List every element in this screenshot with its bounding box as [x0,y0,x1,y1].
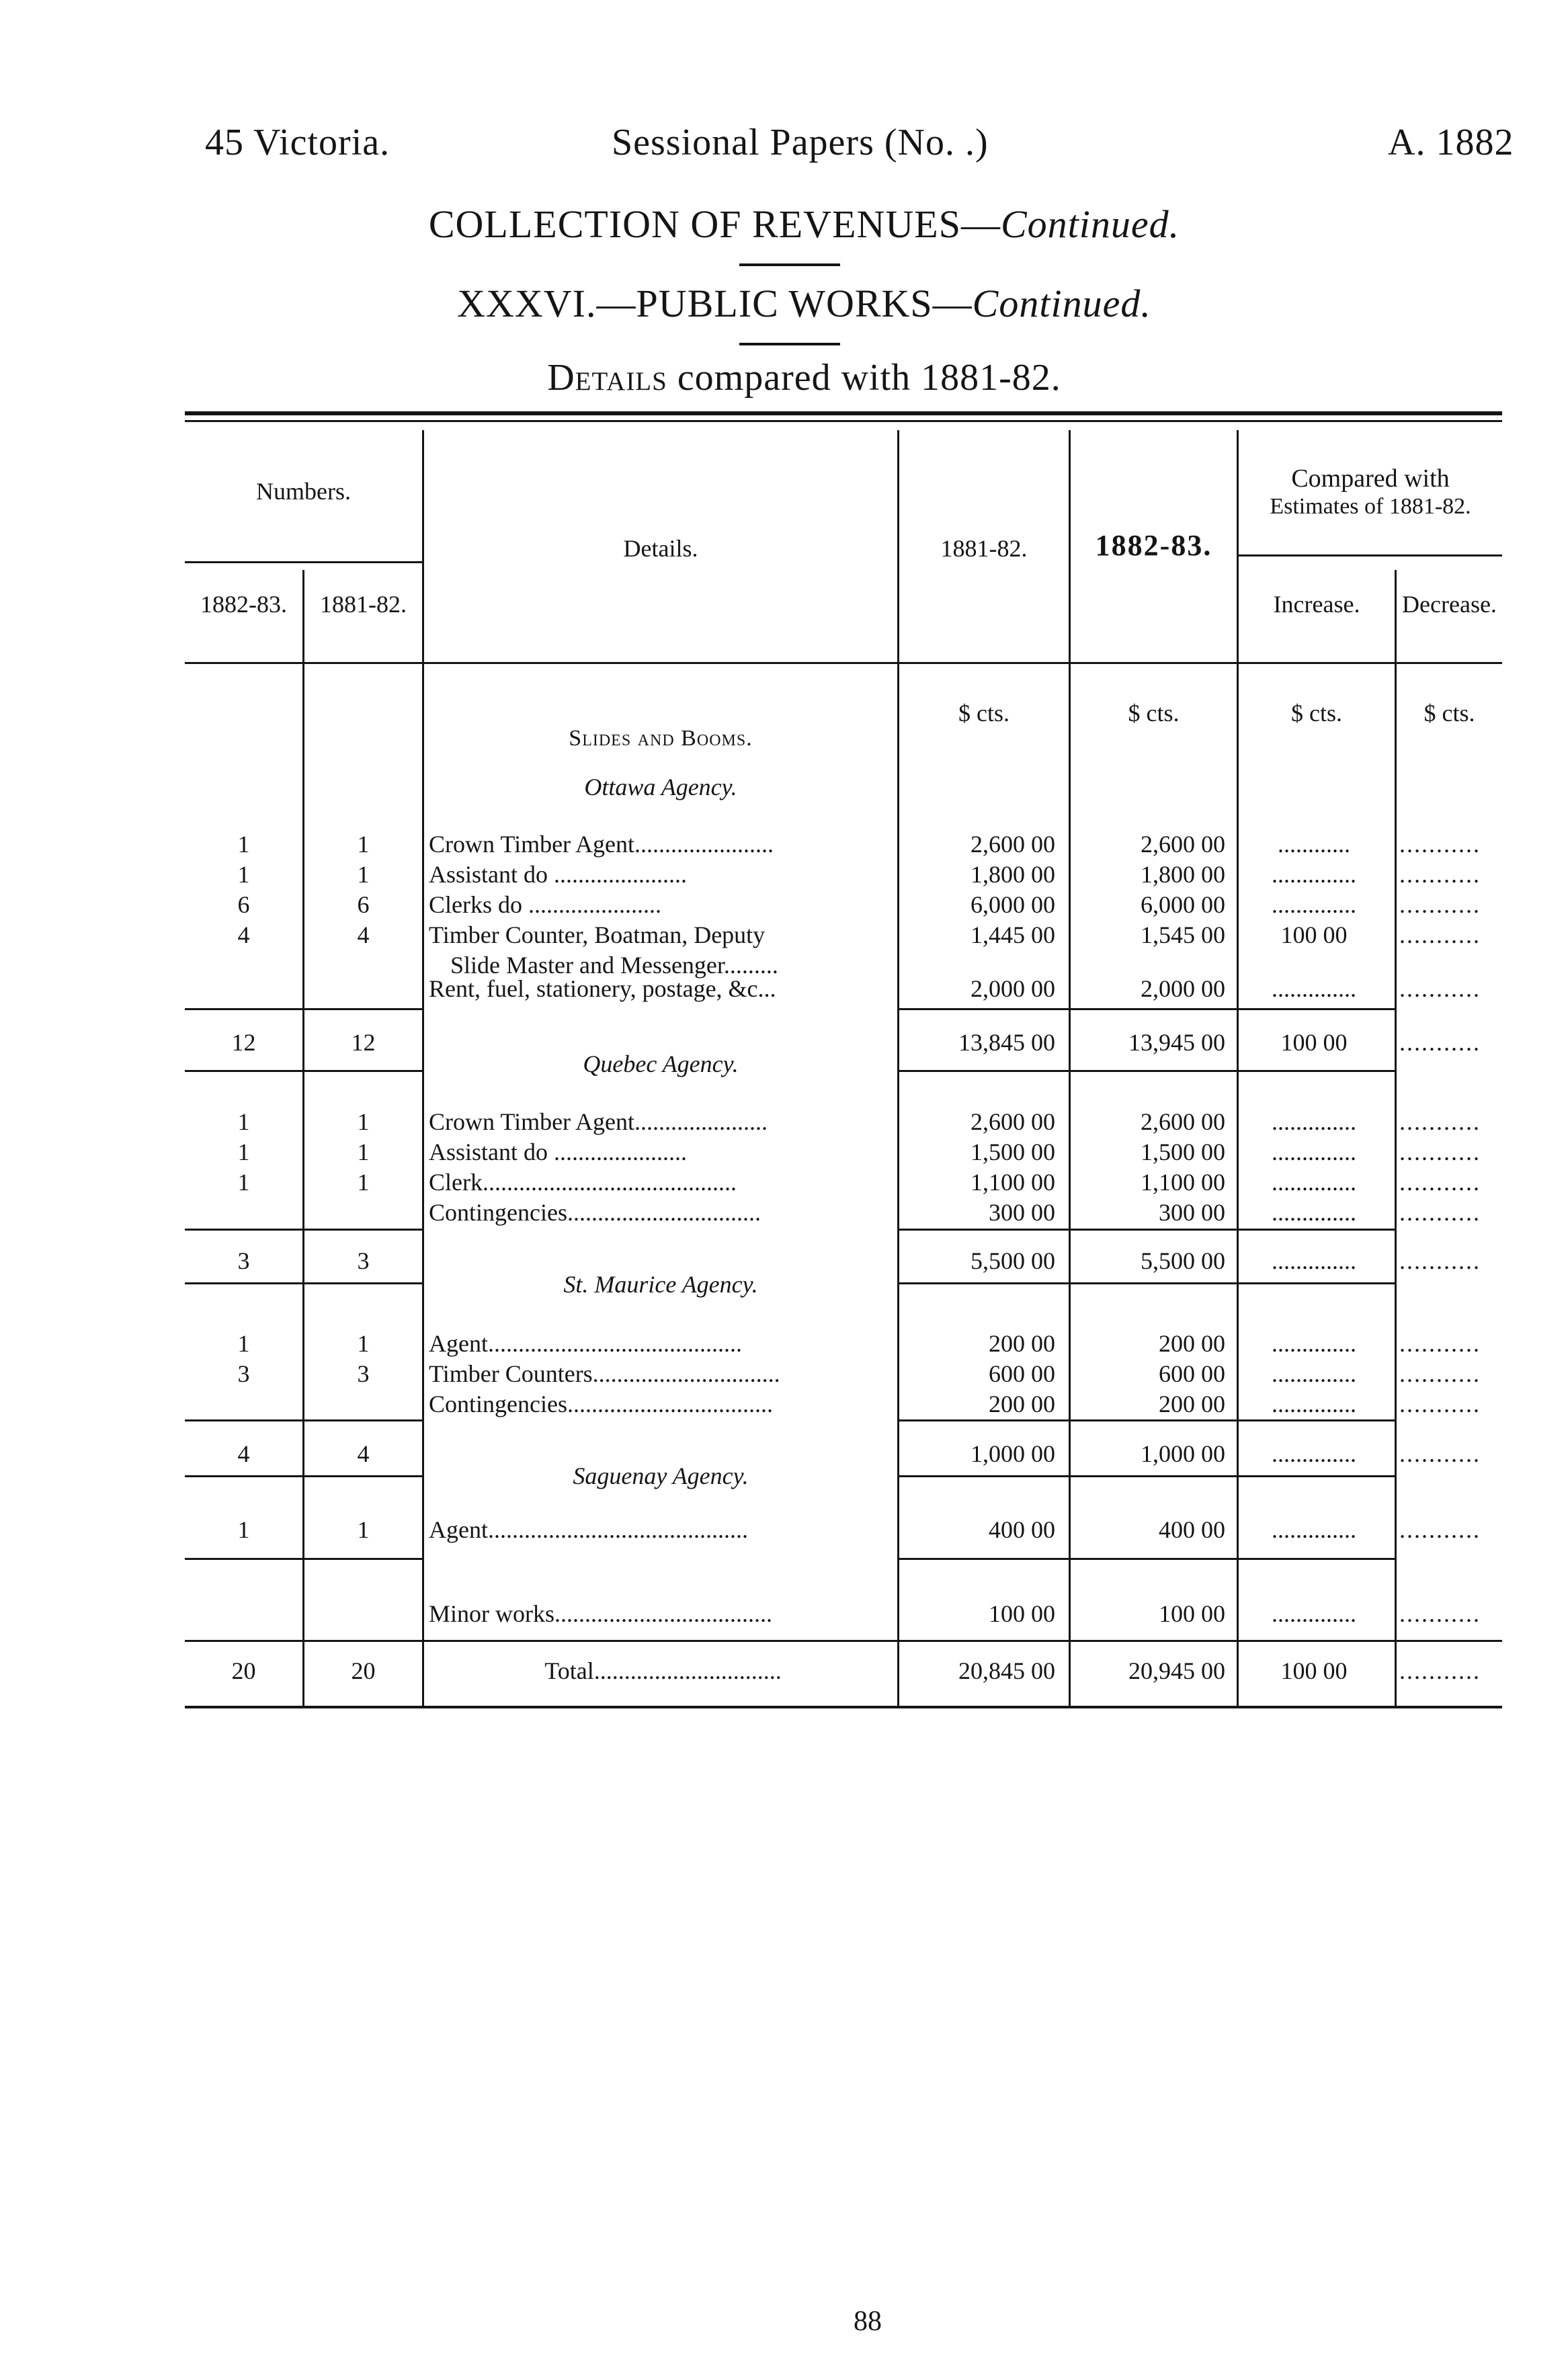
row-1-dec: ........... [1399,861,1481,888]
row-5-n82: 12 [351,1029,376,1056]
currency-label-increase: $ cts. [1291,700,1342,727]
row-14-n83: 4 [237,1440,250,1467]
row-10-inc: .............. [1272,1247,1356,1274]
row-17-detail: Total............................... [544,1657,782,1684]
subtotal-rule-numbers-quebec [185,1229,422,1231]
row-2-a83: 6,000 00 [1141,891,1225,918]
row-7-dec: ........... [1399,1139,1481,1165]
row-14-n82: 4 [357,1440,370,1467]
row-7-inc: .............. [1272,1139,1356,1165]
row-8-inc: .............. [1272,1169,1356,1196]
subtotal-bottom-rule-ottawa [185,1070,422,1072]
subtotal-rule-numbers-ottawa [185,1008,422,1010]
row-17-dec: ........... [1399,1657,1481,1684]
row-9-a82: 300 00 [989,1199,1055,1226]
row-17-inc: 100 00 [1280,1657,1348,1684]
title-public-works-continued: Continued. [972,282,1151,325]
header-increase: Increase. [1273,591,1360,618]
title-public-works-main: XXXVI.—PUBLIC WORKS— [457,282,973,325]
table-top-rule-thick [185,411,1502,415]
section-ottawa-agency: Ottawa Agency. [584,774,737,800]
running-head-left: 45 Victoria. [205,122,390,163]
header-year-1881-82: 1881-82. [940,535,1028,562]
subtotal-rule-amounts-st-maurice [899,1419,1397,1421]
row-5-n83: 12 [231,1029,256,1056]
table-bottom-rule [185,1706,1502,1708]
row-14-inc: .............. [1272,1440,1356,1467]
row-0-a83: 2,600 00 [1141,831,1225,858]
row-7-a83: 1,500 00 [1141,1139,1225,1165]
col-line-1882-compared [1237,430,1239,1706]
title-public-works [20,281,1568,326]
row-2-detail: Clerks do ...................... [429,891,661,918]
row-1-detail: Assistant do ...................... [429,861,688,888]
row-10-a83: 5,500 00 [1141,1247,1225,1274]
row-16-a82: 100 00 [989,1600,1055,1627]
title-details-sc: Details [547,357,667,399]
row-14-a82: 1,000 00 [971,1440,1055,1467]
title-details [20,356,1568,399]
row-11-dec: ........... [1399,1330,1481,1357]
row-5-dec: ........... [1399,1029,1481,1056]
row-1-inc: .............. [1272,861,1356,888]
row-6-n83: 1 [237,1108,250,1135]
row-3-a83: 1,545 00 [1141,921,1225,948]
row-6-detail: Crown Timber Agent...................... [429,1108,768,1135]
subtotal-rule-amounts-ottawa [899,1008,1397,1010]
rule-after-saguenay-numbers [185,1558,422,1560]
row-15-a83: 400 00 [1159,1516,1225,1543]
row-2-n83: 6 [237,891,250,918]
row-0-a82: 2,600 00 [971,831,1055,858]
running-head-right: A. 1882 [1388,122,1514,163]
row-0-n83: 1 [237,831,250,858]
row-12-n82: 3 [357,1360,370,1387]
row-12-a83: 600 00 [1159,1360,1225,1387]
row-8-a82: 1,100 00 [971,1169,1055,1196]
subtotal-bottom-rule-quebec-amounts [899,1282,1397,1284]
row-15-inc: .............. [1272,1516,1356,1543]
row-10-n83: 3 [237,1247,250,1274]
row-16-a83: 100 00 [1159,1600,1225,1627]
row-3-n83: 4 [237,921,250,948]
row-6-n82: 1 [357,1108,370,1135]
subtotal-bottom-rule-quebec [185,1282,422,1284]
row-6-a83: 2,600 00 [1141,1108,1225,1135]
row-4-a82: 2,000 00 [971,975,1055,1002]
total-top-rule [185,1640,1502,1642]
row-4-dec: ........... [1399,975,1481,1002]
row-11-a82: 200 00 [989,1330,1055,1357]
row-12-a82: 600 00 [989,1360,1055,1387]
row-14-dec: ........... [1399,1440,1481,1467]
row-11-n83: 1 [237,1330,250,1357]
header-numbers: Numbers. [256,478,351,505]
section-saguenay-agency: Saguenay Agency. [573,1462,749,1489]
row-7-detail: Assistant do ...................... [429,1139,688,1165]
row-17-a83: 20,945 00 [1128,1657,1225,1684]
row-5-a83: 13,945 00 [1128,1029,1225,1056]
rule-after-saguenay-amounts [899,1558,1397,1560]
subtotal-bottom-rule-ottawa-amounts [899,1070,1397,1072]
header-n-1881-82: 1881-82. [320,591,407,618]
header-compared-line1: Compared with [1291,464,1450,493]
row-4-inc: .............. [1272,975,1356,1002]
col-line-details-1881 [897,430,899,1706]
row-4-a83: 2,000 00 [1141,975,1225,1002]
subtotal-rule-numbers-st-maurice [185,1419,422,1421]
row-2-inc: .............. [1272,891,1356,918]
row-1-a83: 1,800 00 [1141,861,1225,888]
header-details: Details. [623,535,698,562]
col-line-increase-decrease [1395,570,1397,1706]
row-8-a83: 1,100 00 [1141,1169,1225,1196]
row-1-a82: 1,800 00 [971,861,1055,888]
row-17-a82: 20,845 00 [958,1657,1055,1684]
subtotal-bottom-rule-st-maurice [185,1475,422,1477]
numbers-header-rule [185,561,422,563]
row-3-a82: 1,445 00 [971,921,1055,948]
row-8-n83: 1 [237,1169,250,1196]
title-rule-2 [739,343,840,345]
row-3-detail2: Slide Master and Messenger......... [450,952,778,979]
title-collection [20,202,1568,247]
currency-label-decrease: $ cts. [1423,700,1475,727]
header-n-1882-83: 1882-83. [200,591,287,618]
row-13-dec: ........... [1399,1391,1481,1417]
row-14-a83: 1,000 00 [1141,1440,1225,1467]
row-13-a83: 200 00 [1159,1391,1225,1417]
row-9-dec: ........... [1399,1199,1481,1226]
row-11-n82: 1 [357,1330,370,1357]
row-16-detail: Minor works.................................... [429,1600,772,1627]
row-6-dec: ........... [1399,1108,1481,1135]
row-1-n83: 1 [237,861,250,888]
row-15-detail: Agent........................................... [429,1516,748,1543]
row-6-inc: .............. [1272,1108,1356,1135]
row-3-detail: Timber Counter, Boatman, Deputy [429,921,766,948]
currency-label-1882: $ cts. [1128,700,1180,727]
row-3-n82: 4 [357,921,370,948]
row-8-n82: 1 [357,1169,370,1196]
page-number: 88 [854,2306,882,2337]
row-12-detail: Timber Counters............................... [429,1360,780,1387]
row-12-n83: 3 [237,1360,250,1387]
row-9-detail: Contingencies................................ [429,1199,761,1226]
header-year-1882-83: 1882-83. [1095,529,1212,562]
row-7-n82: 1 [357,1139,370,1165]
row-1-n82: 1 [357,861,370,888]
section-st-maurice-agency: St. Maurice Agency. [563,1271,758,1298]
row-17-n82: 20 [351,1657,376,1684]
row-17-n83: 20 [231,1657,256,1684]
row-5-a82: 13,845 00 [958,1029,1055,1056]
section-quebec-agency: Quebec Agency. [583,1050,739,1077]
row-16-inc: .............. [1272,1600,1356,1627]
subtotal-rule-amounts-quebec [899,1229,1397,1231]
title-rule-1 [739,263,840,266]
row-3-dec: ........... [1399,921,1481,948]
row-9-a83: 300 00 [1159,1199,1225,1226]
header-decrease: Decrease. [1402,591,1497,618]
currency-label-1881: $ cts. [958,700,1009,727]
subtotal-bottom-rule-st-maurice-amounts [899,1475,1397,1477]
row-15-dec: ........... [1399,1516,1481,1543]
row-11-detail: Agent.......................................... [429,1330,742,1357]
compared-header-rule [1237,554,1502,556]
running-head-center: Sessional Papers (No. .) [612,122,989,163]
row-0-dec: ........... [1399,831,1481,858]
row-13-detail: Contingencies.................................. [429,1391,773,1417]
title-collection-continued: Continued. [1000,202,1180,246]
title-details-rest: compared with 1881-82. [667,357,1061,399]
row-13-a82: 200 00 [989,1391,1055,1417]
row-7-n83: 1 [237,1139,250,1165]
row-15-n82: 1 [357,1516,370,1543]
row-11-inc: .............. [1272,1330,1356,1357]
row-12-dec: ........... [1399,1360,1481,1387]
row-13-inc: .............. [1272,1391,1356,1417]
row-3-inc: 100 00 [1280,921,1348,948]
row-11-a83: 200 00 [1159,1330,1225,1357]
col-line-1881-1882 [1069,430,1071,1706]
row-2-n82: 6 [357,891,370,918]
row-8-dec: ........... [1399,1169,1481,1196]
row-5-inc: 100 00 [1280,1029,1348,1056]
row-15-a82: 400 00 [989,1516,1055,1543]
row-0-inc: ............ [1278,831,1350,858]
row-10-dec: ........... [1399,1247,1481,1274]
row-0-detail: Crown Timber Agent....................... [429,831,774,858]
row-12-inc: .............. [1272,1360,1356,1387]
table-top-rule-thin [185,420,1502,422]
row-0-n82: 1 [357,831,370,858]
row-2-a82: 6,000 00 [971,891,1055,918]
header-bottom-rule [185,662,1502,664]
row-15-n83: 1 [237,1516,250,1543]
row-9-inc: .............. [1272,1199,1356,1226]
title-collection-main: COLLECTION OF REVENUES— [428,202,1001,246]
row-7-a82: 1,500 00 [971,1139,1055,1165]
row-10-n82: 3 [357,1247,370,1274]
header-compared-line2: Estimates of 1881-82. [1270,494,1471,519]
row-2-dec: ........... [1399,891,1481,918]
row-6-a82: 2,600 00 [971,1108,1055,1135]
section-slides-and-booms: Slides and Booms. [569,726,753,751]
row-8-detail: Clerk.......................................... [429,1169,737,1196]
row-4-detail: Rent, fuel, stationery, postage, &c... [429,975,776,1002]
row-10-a82: 5,500 00 [971,1247,1055,1274]
row-16-dec: ........... [1399,1600,1481,1627]
